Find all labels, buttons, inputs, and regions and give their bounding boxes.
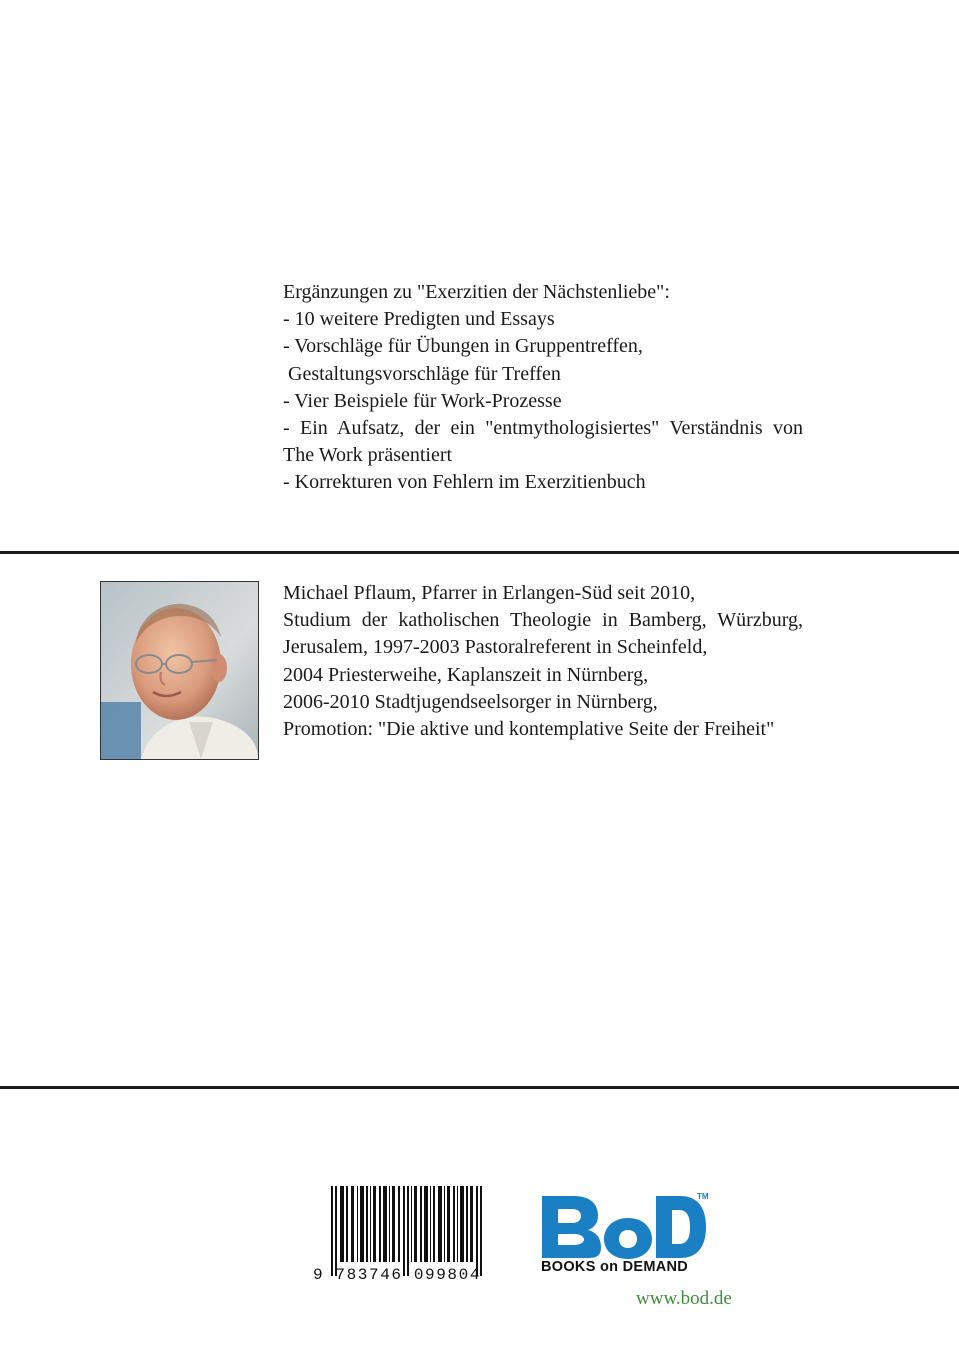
- blurb-line: - Vorschläge für Übungen in Gruppentreffen,: [283, 335, 643, 358]
- bio-line: 2006-2010 Stadtjugendseelsorger in Nürnberg,: [283, 690, 658, 713]
- trademark-icon: TM: [697, 1192, 709, 1201]
- top-divider: [0, 551, 959, 554]
- blurb-line: - 10 weitere Predigten und Essays: [283, 308, 555, 331]
- bio-line: Jerusalem, 1997-2003 Pastoralreferent in Scheinfeld,: [283, 636, 708, 659]
- author-photo: [100, 581, 259, 760]
- bio-line: 2004 Priesterweihe, Kaplanszeit in Nürnberg,: [283, 663, 649, 686]
- bio-line: Michael Pflaum, Pfarrer in Erlangen-Süd seit 2010,: [283, 582, 696, 604]
- bod-tagline: BOOKS on DEMAND: [541, 1259, 689, 1275]
- blurb-line: - Korrekturen von Fehlern im Exerzitienbuch: [283, 471, 646, 494]
- blurb-text: [283, 279, 803, 497]
- blurb-line: - Ein Aufsatz, der ein "entmythologisiertes" Verständnis von: [283, 417, 803, 440]
- blurb-line: - Vier Beispiele für Work-Prozesse: [283, 389, 562, 412]
- blurb-line: Gestaltungsvorschläge für Treffen: [288, 362, 561, 385]
- publisher-url[interactable]: www.bod.de: [636, 1288, 732, 1309]
- author-bio: [283, 580, 803, 743]
- isbn-digits: 9 783746 099804: [313, 1266, 482, 1284]
- bio-line: Studium der katholischen Theologie in Bamberg, Würzburg,: [283, 609, 803, 632]
- bottom-divider: [0, 1086, 959, 1089]
- blurb-line: Ergänzungen zu "Exerzitien der Nächstenliebe":: [283, 281, 670, 303]
- bio-line: Promotion: "Die aktive und kontemplative Seite der Freiheit": [283, 718, 775, 741]
- blurb-line: The Work präsentiert: [283, 444, 453, 467]
